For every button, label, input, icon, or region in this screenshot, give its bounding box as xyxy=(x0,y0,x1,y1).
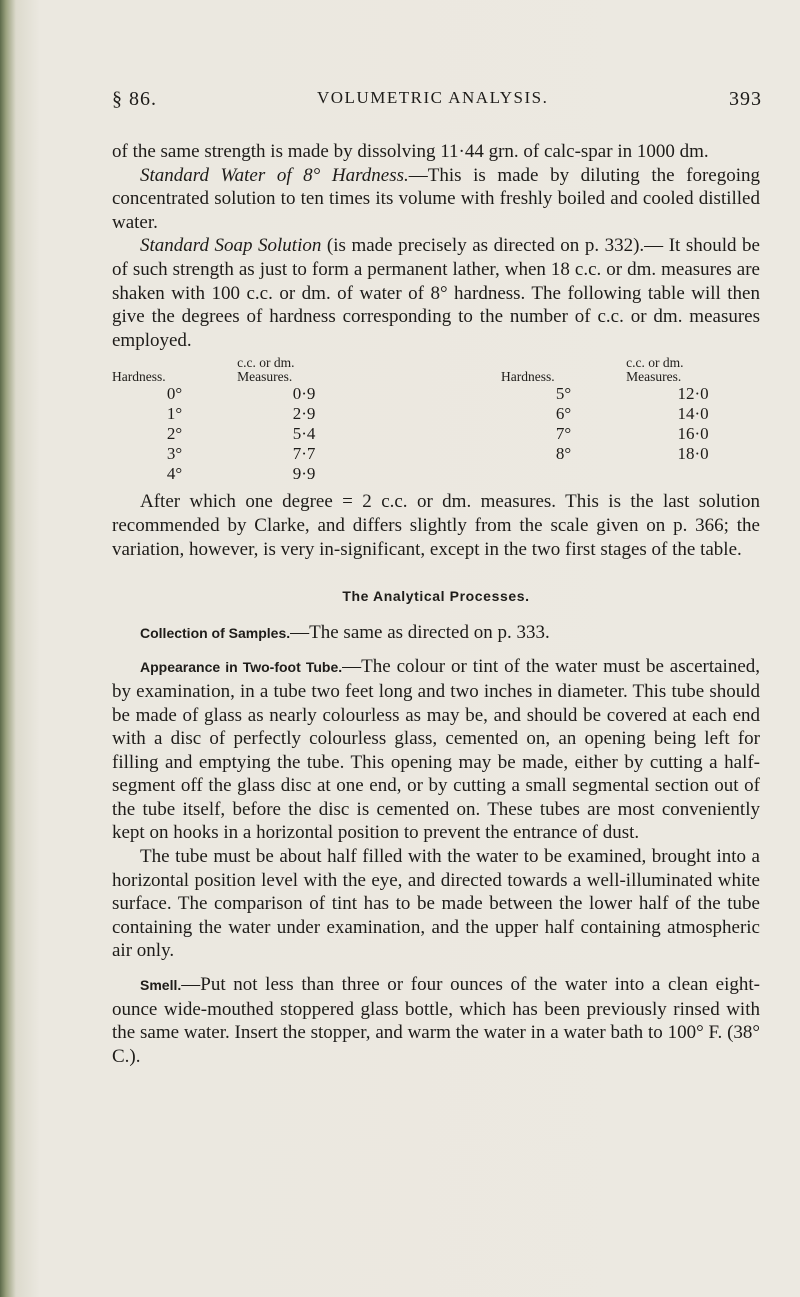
standard-water-text: —This is made by diluting the foregoing concentrated solution to ten times its volume with freshly boiled and cooled distilled water. xyxy=(112,164,760,233)
paragraph-collection xyxy=(112,621,760,646)
measures-cell: 16·0 xyxy=(677,424,709,444)
hardness-cell: 4° xyxy=(166,464,183,484)
table-row xyxy=(112,444,760,464)
paragraph-after-table: After which one degree = 2 c.c. or dm. measures. This is the last solution recommended by Clarke, and differs slightly from the scale given on p. 366; the variation, however, is very in-significant, except in the two first stages of the table. xyxy=(112,491,760,560)
smell-heading: Smell. xyxy=(140,977,182,994)
hardness-cell xyxy=(501,464,626,484)
header-measures-right-line1: c.c. or dm. xyxy=(626,355,684,371)
table-row xyxy=(112,464,760,484)
smell-text: —Put not less than three or four ounces of the water into a clean eight-ounce wide-mouthed stoppered glass bottle, which has been previously rinsed with the same water. Insert the stopper, and warm the water in a water bath to 100° F. (38° C.). xyxy=(112,974,760,1067)
hardness-cell: 1° xyxy=(166,404,183,424)
table-spacer xyxy=(371,464,501,484)
page-body xyxy=(112,140,760,1068)
running-title: VOLUMETRIC ANALYSIS. xyxy=(317,88,549,107)
header-measures-left-line2: Measures. xyxy=(237,369,293,385)
hardness-cell: 7° xyxy=(555,424,572,444)
header-measures-left xyxy=(237,356,371,384)
measures-cell: 0·9 xyxy=(292,384,316,404)
hardness-table xyxy=(112,356,760,484)
table-row xyxy=(112,384,760,404)
paragraph-smell xyxy=(112,973,760,1068)
hardness-cell: 0° xyxy=(166,384,183,404)
hardness-cell: 3° xyxy=(166,444,183,464)
header-hardness-right: Hardness. xyxy=(500,369,555,385)
measures-cell: 14·0 xyxy=(677,404,709,424)
table-row xyxy=(112,424,760,444)
paragraph-standard-water xyxy=(112,164,760,235)
measures-cell: 18·0 xyxy=(677,444,709,464)
soap-solution-heading: Standard Soap Solution xyxy=(140,235,322,257)
appearance-text: —The colour or tint of the water must be ascertained, by examination, in a tube two feet long and two inches in diameter. This tube should be made of glass as nearly colourless as may be, and should be covered at each end with a disc of perfectly colourless glass, cemented on, an opening being left for filling and emptying the tube. This opening may be made, either by cutting a half-segment off the glass disc at one end, or by cutting a small segmental section out of the tube itself, before the disc is cemented on. These tubes are most conveniently kept on hooks in a horizontal position to prevent the entrance of dust. xyxy=(112,656,760,844)
table-header-row xyxy=(112,356,760,384)
collection-heading: Collection of Samples. xyxy=(140,624,291,641)
measures-cell: 7·7 xyxy=(292,444,316,464)
hardness-cell: 6° xyxy=(555,404,572,424)
hardness-cell: 8° xyxy=(555,444,572,464)
paragraph-appearance-continued: The tube must be about half filled with the water to be examined, brought into a horizontal position level with the eye, and directed towards a well-illuminated white surface. The comparison of tint has to be made between the lower half of the tube containing the water under examination, and the upper half containing atmospheric air only. xyxy=(112,846,760,962)
table-spacer xyxy=(371,424,501,444)
header-measures-right xyxy=(626,356,760,384)
header-measures-left-line1: c.c. or dm. xyxy=(237,355,295,371)
header-hardness-left: Hardness. xyxy=(112,369,166,385)
page-header xyxy=(112,88,762,118)
paragraph-calc-spar: of the same strength is made by dissolving 11·44 grn. of calc-spar in 1000 dm. xyxy=(112,141,709,162)
section-heading: The Analytical Processes. xyxy=(342,588,530,605)
table-spacer xyxy=(371,404,501,424)
standard-water-heading: Standard Water of 8° Hardness. xyxy=(140,164,409,186)
measures-cell: 5·4 xyxy=(292,424,316,444)
paragraph-soap-solution xyxy=(112,234,760,352)
measures-cell xyxy=(626,464,760,484)
section-number: § 86. xyxy=(112,88,157,110)
measures-cell: 2·9 xyxy=(292,404,316,424)
measures-cell: 12·0 xyxy=(677,384,709,404)
hardness-cell: 2° xyxy=(166,424,183,444)
paragraph-appearance xyxy=(112,655,760,845)
soap-solution-text: (is made precisely as directed on p. 332).— It should be of such strength as just to form a permanent lather, when 18 c.c. or dm. measures are shaken with 100 c.c. or dm. of water of 8° hardness. The following table will then give the degrees of hardness corresponding to the number of c.c. or dm. measures employed. xyxy=(112,235,760,351)
table-spacer xyxy=(371,444,501,464)
page-number: 393 xyxy=(729,88,762,110)
hardness-cell: 5° xyxy=(555,384,572,404)
appearance-heading: Appearance in Two-foot Tube. xyxy=(140,659,343,676)
measures-cell: 9·9 xyxy=(292,464,316,484)
header-measures-right-line2: Measures. xyxy=(626,369,682,385)
collection-text: —The same as directed on p. 333. xyxy=(290,621,550,643)
table-spacer xyxy=(371,384,501,404)
table-row xyxy=(112,404,760,424)
table-spacer xyxy=(371,356,501,384)
